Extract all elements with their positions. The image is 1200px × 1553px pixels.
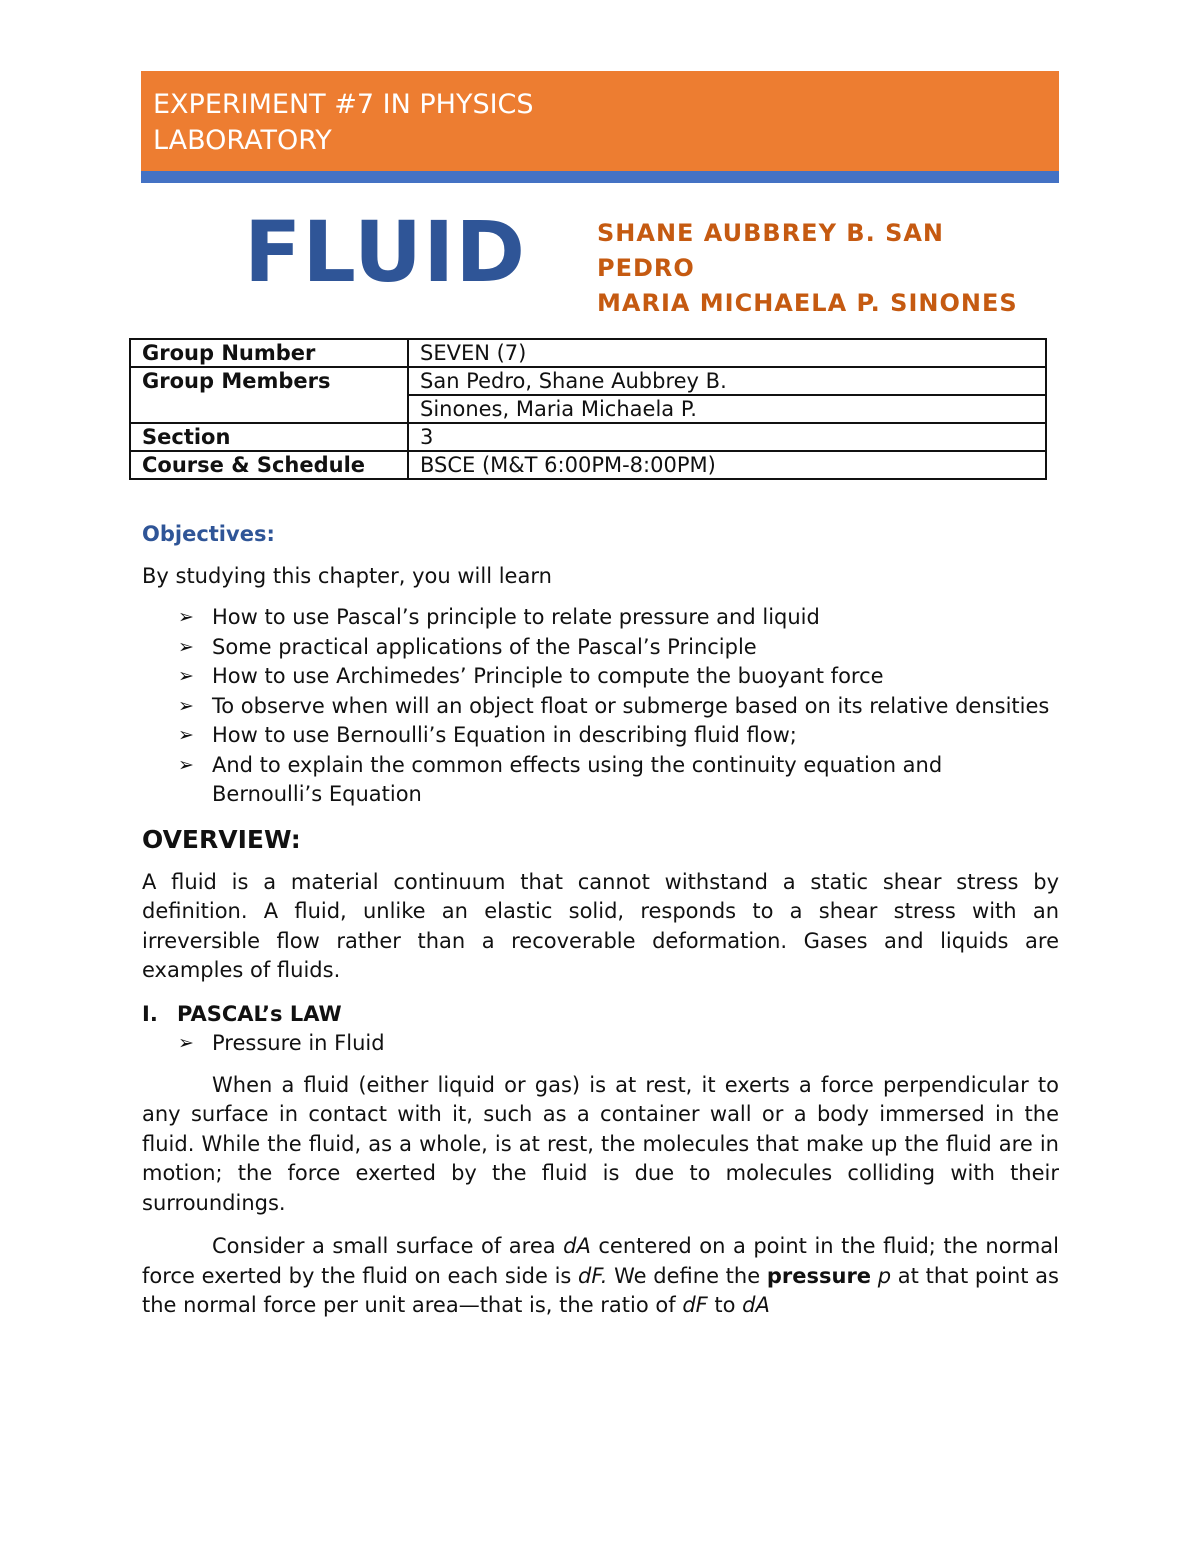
arrow-bullet-icon: ➢ bbox=[178, 665, 194, 687]
section-value: 3 bbox=[408, 423, 1046, 451]
header-band bbox=[141, 71, 1059, 171]
course-schedule-label: Course & Schedule bbox=[130, 451, 408, 479]
group-member-1: San Pedro, Shane Aubbrey B. bbox=[408, 367, 1046, 395]
document-title: FLUID bbox=[244, 203, 527, 301]
list-item: ➢ To observe when will an object float or submerge based on its relative densities bbox=[142, 692, 1059, 722]
table-row bbox=[130, 423, 1046, 451]
list-item: ➢ How to use Archimedes’ Principle to compute the buoyant force bbox=[142, 662, 1059, 692]
header-title-line1: EXPERIMENT #7 IN PHYSICS bbox=[153, 89, 534, 120]
author-line-3: MARIA MICHAELA P. SINONES bbox=[597, 289, 1018, 317]
overview-heading: OVERVIEW: bbox=[142, 824, 301, 854]
table-row bbox=[130, 451, 1046, 479]
list-item: ➢ And to explain the common effects using the continuity equation and Bernoulli’s Equation bbox=[178, 752, 943, 806]
list-item: ➢ Some practical applications of the Pascal’s Principle bbox=[142, 633, 1059, 663]
arrow-bullet-icon: ➢ bbox=[178, 606, 194, 628]
section-number: I. bbox=[142, 1001, 158, 1026]
list-item: ➢ Pressure in Fluid bbox=[142, 1029, 1059, 1059]
group-number-value: SEVEN (7) bbox=[408, 339, 1046, 367]
pascal-paragraph-2: Consider a small surface of area dA centered on a point in the fluid; the normal force exerted by the fluid on each side is dF. We define the pressure p at that point as the normal force per unit area—that is, the ratio of dF to dA bbox=[142, 1234, 1059, 1317]
section-heading bbox=[142, 1000, 1059, 1030]
group-number-label: Group Number bbox=[130, 339, 408, 367]
section-title: PASCAL’s LAW bbox=[177, 1001, 342, 1026]
authors-block bbox=[597, 216, 1067, 317]
group-members-label: Group Members bbox=[130, 367, 408, 423]
overview-paragraph: A fluid is a material continuum that cannot withstand a static shear stress by definition. A fluid, unlike an elastic solid, responds to a shear stress with an irreversible flow rather than a recoverable deformation. Gases and liquids are examples of fluids. bbox=[142, 869, 1059, 982]
document-body bbox=[142, 520, 1059, 1335]
objectives-list bbox=[142, 603, 1059, 810]
list-item: ➢ How to use Pascal’s principle to relate pressure and liquid bbox=[142, 603, 1059, 633]
document-header-title bbox=[153, 87, 534, 159]
arrow-bullet-icon: ➢ bbox=[178, 635, 194, 658]
list-item: ➢ How to use Bernoulli’s Equation in describing fluid flow; bbox=[142, 721, 1059, 751]
group-member-2: Sinones, Maria Michaela P. bbox=[408, 395, 1046, 423]
arrow-bullet-icon: ➢ bbox=[178, 1032, 194, 1054]
section-sub-list bbox=[142, 1029, 1059, 1059]
arrow-bullet-icon: ➢ bbox=[178, 694, 194, 717]
author-line-2: PEDRO bbox=[597, 254, 695, 282]
objectives-heading: Objectives: bbox=[142, 522, 275, 546]
table-row bbox=[130, 339, 1046, 367]
group-info-table bbox=[129, 338, 1047, 480]
table-row bbox=[130, 367, 1046, 395]
course-schedule-value: BSCE (M&T 6:00PM-8:00PM) bbox=[408, 451, 1046, 479]
objectives-intro: By studying this chapter, you will learn bbox=[142, 563, 552, 588]
arrow-bullet-icon: ➢ bbox=[178, 753, 194, 776]
author-line-1: SHANE AUBBREY B. SAN bbox=[597, 219, 945, 247]
pascal-paragraph-1: When a fluid (either liquid or gas) is at rest, it exerts a force perpendicular to any surface in contact with it, such as a container wall or a body immersed in the fluid. While the fluid, as a whole, is at rest, the molecules that make up the fluid are in motion; the force exerted by the fluid is due to molecules colliding with their surroundings. bbox=[142, 1072, 1059, 1215]
arrow-bullet-icon: ➢ bbox=[178, 724, 194, 746]
header-title-line2: LABORATORY bbox=[153, 125, 332, 156]
header-rule bbox=[141, 171, 1059, 183]
section-label: Section bbox=[130, 423, 408, 451]
